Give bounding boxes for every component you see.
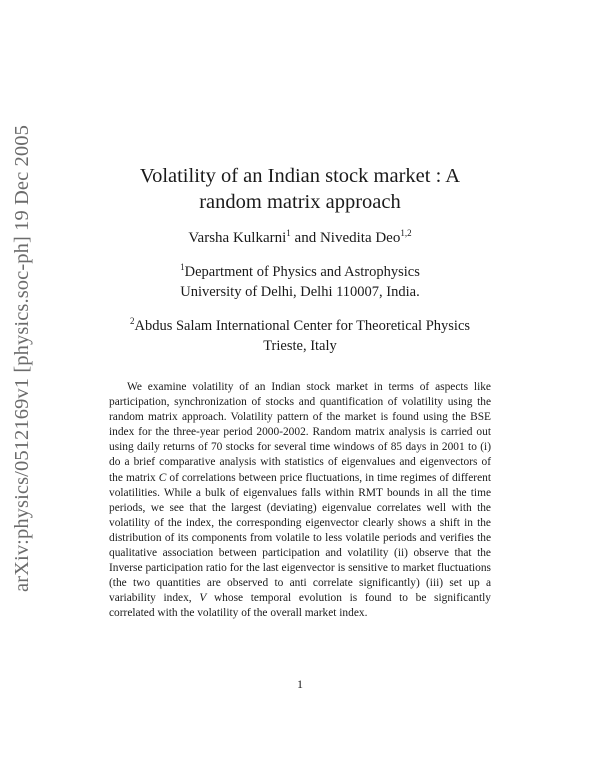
- affiliation-1-mark: 1: [180, 262, 185, 272]
- affiliation-1-line-2: University of Delhi, Delhi 110007, India.: [180, 283, 420, 300]
- author-2-affiliation-mark: 1,2: [400, 228, 412, 238]
- arxiv-identifier-stamp: arXiv:physics/0512169v1 [physics.soc-ph] 19 Dec 2005: [11, 125, 33, 592]
- abstract-variable-c: C: [158, 471, 167, 484]
- abstract-variable-v: V: [199, 592, 207, 605]
- author-list: [100, 229, 500, 248]
- affiliation-1: [100, 263, 500, 301]
- author-2-name: Nivedita Deo: [319, 230, 401, 246]
- affiliation-2-line-2: Trieste, Italy: [263, 337, 337, 354]
- title-line-2: random matrix approach: [199, 191, 401, 213]
- affiliation-2-mark: 2: [129, 316, 135, 326]
- abstract-part-1: We examine volatility of an Indian stock market in terms of aspects like participation, synchronization of stocks and quantification of volatility using the random matrix approach. Volatility pattern of the market is found using the BSE index for the three-year period 2000-2002. Random matrix analysis is carried out using daily returns of 70 stocks for several time windows of 85 days in 2001 to (i) do a brief comparative analysis with statistics of eigenvalues and eigenvectors of the matrix: [109, 381, 491, 484]
- abstract-part-2: of correlations between price fluctuations, in time regimes of different volatilities. While a bulk of eigenvalues falls within RMT bounds in all the time periods, we see that the largest (deviating) eigenvalue correlates well with the volatility of the index, the corresponding eigenvector clearly shows a shift in the distribution of its components from volatile to less volatile periods and verifies the qualitative association between participation and volatility (ii) observe that the Inverse participation ratio for the last eigenvector is sensitive to market fluctuations (the two quantities are observed to anti correlate significantly) (iii) set up a variability index,: [109, 471, 491, 605]
- author-conjunction: and: [290, 230, 320, 246]
- title-line-1: Volatility of an Indian stock market : A: [139, 165, 461, 187]
- paper-title: [100, 163, 500, 215]
- page-number: 1: [297, 677, 303, 691]
- author-1-affiliation-mark: 1: [286, 228, 291, 238]
- affiliation-2: [100, 317, 500, 355]
- abstract-part-3: whose temporal evolution is found to be significantly correlated with the volatility of the overall market index.: [109, 592, 491, 620]
- author-1-name: Varsha Kulkarni: [188, 230, 287, 246]
- abstract: [109, 380, 491, 622]
- affiliation-1-line-1: Department of Physics and Astrophysics: [184, 264, 420, 280]
- affiliation-2-line-1: Abdus Salam International Center for Theoretical Physics: [134, 318, 471, 334]
